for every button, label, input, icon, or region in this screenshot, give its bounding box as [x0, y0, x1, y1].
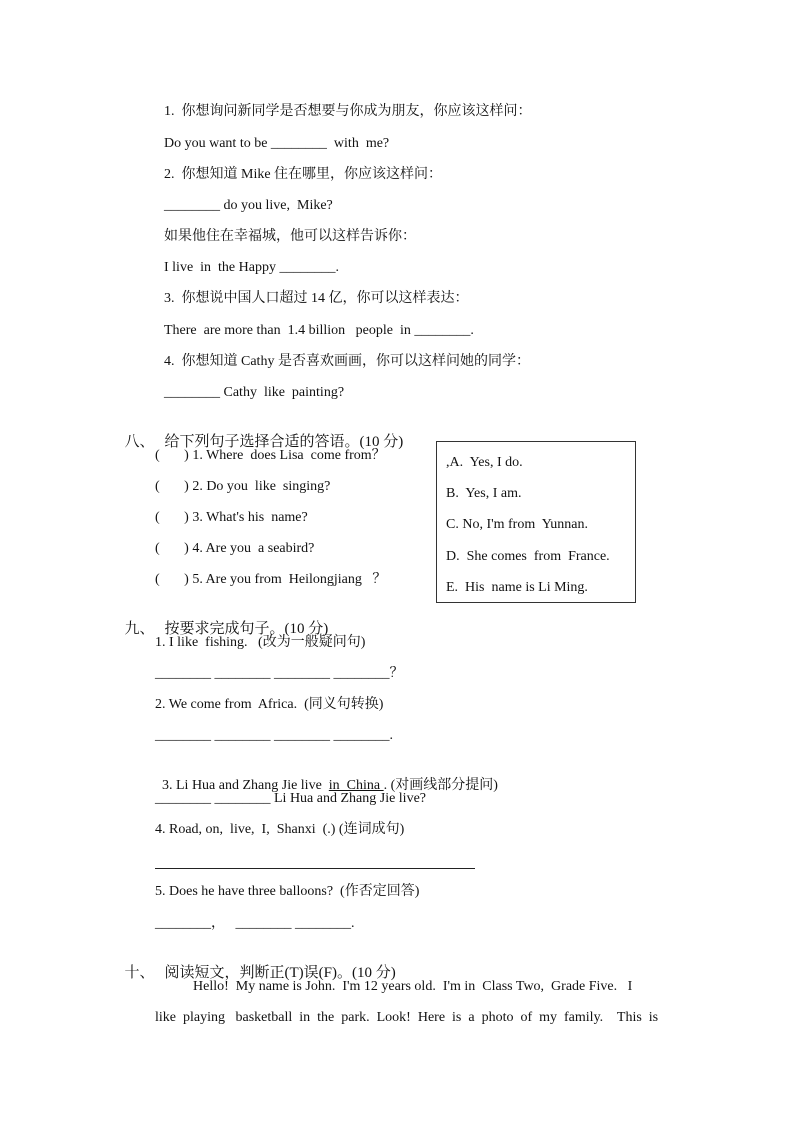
- p9-q2: 2. We come from Africa. (同义句转换): [155, 697, 384, 712]
- section-10-title: 阅读短文，判断正(T)误(F)。(10 分): [164, 965, 396, 981]
- option-d: D. She comes from France.: [446, 549, 610, 564]
- section-9-number: 九、: [124, 621, 155, 637]
- p7-q4-answer: ________ Cathy like painting?: [164, 385, 345, 400]
- section-8-heading: [117, 415, 403, 451]
- option-a: ,A. Yes, I do.: [446, 455, 523, 470]
- p9-q3-text: 3. Li Hua and Zhang Jie live: [162, 778, 329, 793]
- p7-q4: 4. 你想知道 Cathy 是否喜欢画画，你可以这样问她的同学：: [164, 354, 530, 369]
- option-e: E. His name is Li Ming.: [446, 580, 588, 595]
- option-c: C. No, I'm from Yunnan.: [446, 517, 588, 532]
- option-b: B. Yes, I am.: [446, 486, 522, 501]
- p9-q2-answer: ________ ________ ________ ________.: [155, 728, 393, 743]
- p10-passage-line-2: like playing basketball in the park. Look! Here is a photo of my family. This is: [155, 1010, 659, 1025]
- p7-q2-sub: 如果他住在幸福城，他可以这样告诉你：: [164, 229, 416, 244]
- p8-question-3: ( ) 3. What's his name?: [155, 510, 308, 525]
- section-8-title: 给下列句子选择合适的答语。(10 分): [164, 434, 404, 450]
- p7-q2-answer: ________ do you live, Mike?: [164, 198, 333, 213]
- p9-q3-answer: ________ ________ Li Hua and Zhang Jie live?: [155, 791, 427, 806]
- p9-q5: 5. Does he have three balloons? (作否定回答): [155, 884, 420, 899]
- p10-passage-line-1: Hello! My name is John. I'm 12 years old. I'm in Class Two, Grade Five. I: [193, 979, 633, 994]
- section-9-title: 按要求完成句子。(10 分): [164, 621, 329, 637]
- p7-q2-sub-answer: I live in the Happy ________.: [164, 260, 339, 275]
- p9-q1: 1. I like fishing. (改为一般疑问句): [155, 635, 366, 650]
- p9-q3-instruction: . (对画线部分提问): [383, 778, 498, 793]
- p8-question-1: ( ) 1. Where does Lisa come from？: [155, 448, 386, 463]
- p9-q4-answer-line: [155, 868, 475, 869]
- p9-q4: 4. Road, on, live, I, Shanxi (.) (连词成句): [155, 822, 405, 837]
- p8-question-4: ( ) 4. Are you a seabird?: [155, 541, 315, 556]
- section-8-number: 八、: [124, 434, 155, 450]
- p8-question-2: ( ) 2. Do you like singing?: [155, 479, 331, 494]
- section-10-heading: [117, 946, 396, 982]
- section-10-number: 十、: [124, 965, 155, 981]
- p7-q2: 2. 你想知道 Mike 住在哪里，你应该这样问：: [164, 167, 443, 182]
- p7-q1-answer: Do you want to be ________ with me?: [164, 136, 390, 151]
- p7-q3-answer: There are more than 1.4 billion people in ________.: [164, 323, 474, 338]
- p9-q3-underlined: in China: [328, 778, 384, 793]
- p9-q5-answer: ________， ________ ________.: [155, 916, 355, 931]
- p7-q1: 1. 你想询问新同学是否想要与你成为朋友，你应该这样问：: [164, 104, 532, 119]
- p8-question-5: ( ) 5. Are you from Heilongjiang ？: [155, 572, 387, 587]
- p9-q1-answer: ________ ________ ________ ________？: [155, 666, 404, 681]
- section-9-heading: [117, 602, 328, 638]
- answer-options-box: [436, 441, 636, 603]
- p7-q3: 3. 你想说中国人口超过 14 亿，你可以这样表达：: [164, 291, 469, 306]
